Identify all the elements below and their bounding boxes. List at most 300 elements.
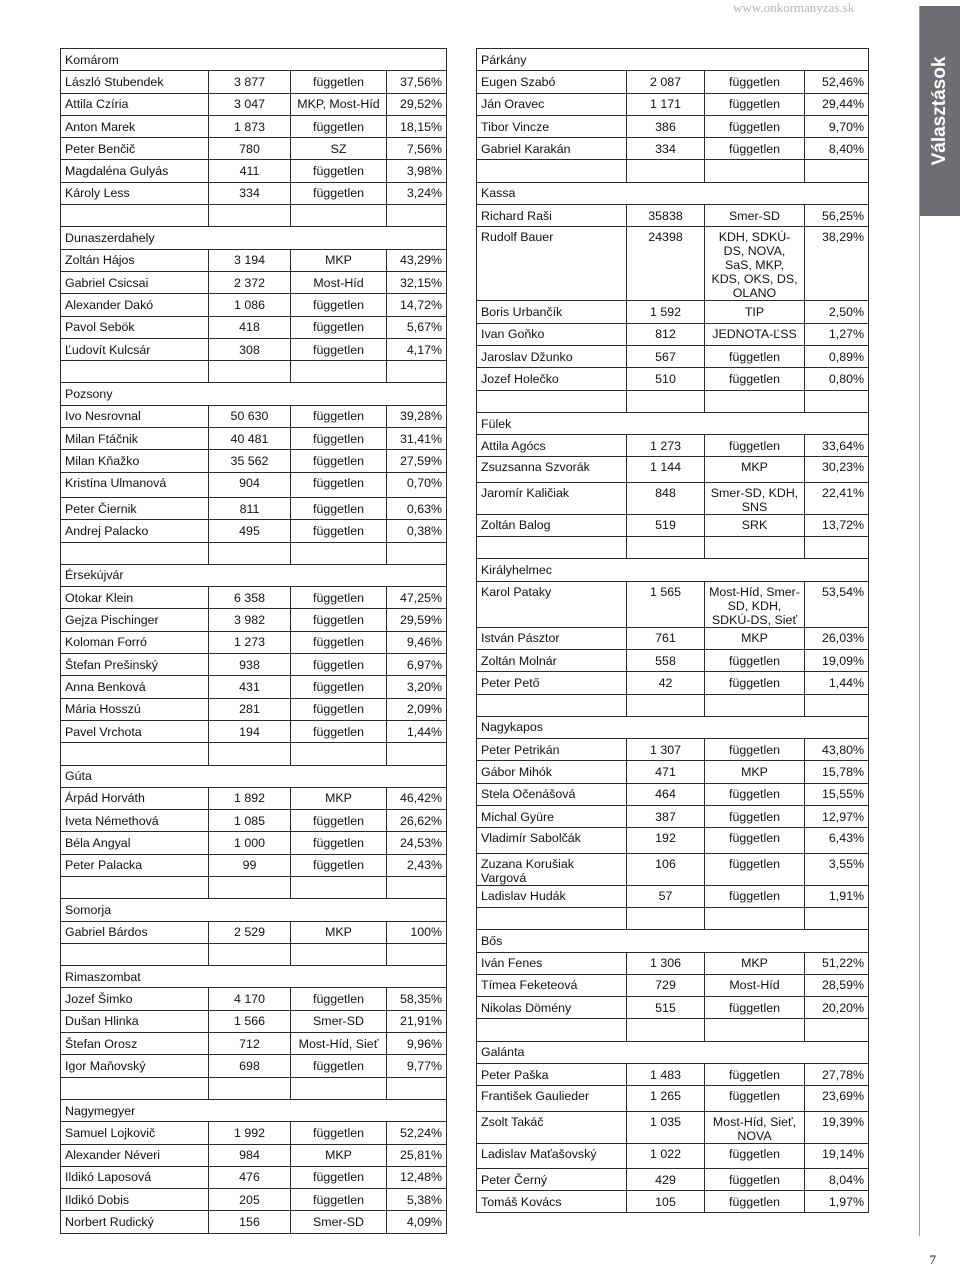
candidate-row	[477, 301, 869, 323]
candidate-name: Karol Pataky	[477, 581, 627, 627]
vote-count: 40 481	[209, 428, 291, 450]
vote-percent: 29,52%	[387, 93, 447, 115]
vote-count: 515	[627, 997, 705, 1019]
party: független	[705, 1191, 805, 1213]
vote-count: 431	[209, 676, 291, 698]
party: MKP	[291, 249, 387, 271]
candidate-row	[477, 482, 869, 514]
spacer-row	[477, 1019, 869, 1041]
vote-percent: 26,03%	[805, 627, 869, 649]
vote-percent: 19,39%	[805, 1111, 869, 1143]
party: független	[705, 783, 805, 805]
party: független	[705, 93, 805, 115]
empty-cell	[209, 205, 291, 227]
empty-cell	[291, 361, 387, 383]
candidate-name: Kristína Ulmanová	[61, 472, 209, 497]
spacer-row	[61, 876, 447, 898]
empty-cell	[705, 537, 805, 559]
vote-count: 3 877	[209, 71, 291, 93]
candidate-row	[61, 271, 447, 293]
candidate-row	[477, 368, 869, 390]
vote-count: 3 047	[209, 93, 291, 115]
spacer-row	[61, 943, 447, 965]
vote-count: 2 087	[627, 71, 705, 93]
vote-count: 476	[209, 1166, 291, 1188]
candidate-name: Boris Urbančík	[477, 301, 627, 323]
candidate-name: Iván Fenes	[477, 952, 627, 974]
results-table-left	[60, 48, 447, 1234]
candidate-row	[477, 1143, 869, 1168]
party: MKP	[291, 921, 387, 943]
candidate-name: Attila Agócs	[477, 435, 627, 457]
empty-cell	[805, 537, 869, 559]
spacer-row	[61, 542, 447, 564]
empty-cell	[387, 1077, 447, 1099]
candidate-row	[477, 672, 869, 694]
vote-count: 761	[627, 627, 705, 649]
candidate-name: Attila Czíria	[61, 93, 209, 115]
vote-count: 510	[627, 368, 705, 390]
party: független	[291, 405, 387, 427]
vote-count: 105	[627, 1191, 705, 1213]
vote-percent: 7,56%	[387, 138, 447, 160]
candidate-name: Ladislav Hudák	[477, 885, 627, 907]
candidate-row	[477, 627, 869, 649]
candidate-row	[61, 472, 447, 497]
candidate-row	[61, 93, 447, 115]
candidate-row	[61, 720, 447, 742]
empty-cell	[805, 694, 869, 716]
candidate-row	[477, 952, 869, 974]
candidate-name: Jozef Holečko	[477, 368, 627, 390]
empty-cell	[705, 1019, 805, 1041]
party: KDH, SDKÚ-DS, NOVA, SaS, MKP, KDS, OKS, DS, OLANO	[705, 227, 805, 301]
empty-cell	[387, 743, 447, 765]
vote-count: 156	[209, 1211, 291, 1233]
vote-percent: 52,46%	[805, 71, 869, 93]
candidate-row	[61, 497, 447, 519]
vote-count: 1 265	[627, 1086, 705, 1111]
town-header-row	[61, 765, 447, 787]
vote-count: 495	[209, 520, 291, 542]
spacer-row	[477, 907, 869, 929]
vote-count: 558	[627, 649, 705, 671]
party: független	[291, 832, 387, 854]
candidate-name: Milan Ftáčnik	[61, 428, 209, 450]
town-header-row	[61, 966, 447, 988]
party: független	[291, 587, 387, 609]
candidate-row	[477, 514, 869, 536]
candidate-row	[61, 115, 447, 137]
candidate-name: Peter Paška	[477, 1063, 627, 1085]
candidate-name: Magdaléna Gulyás	[61, 160, 209, 182]
candidate-row	[61, 787, 447, 809]
candidate-name: Otokar Klein	[61, 587, 209, 609]
vote-count: 2 529	[209, 921, 291, 943]
candidate-row	[61, 587, 447, 609]
empty-cell	[61, 361, 209, 383]
vote-count: 1 892	[209, 787, 291, 809]
town-name: Gúta	[61, 765, 447, 787]
party: MKP	[705, 457, 805, 482]
party: JEDNOTA-ĽSS	[705, 323, 805, 345]
candidate-name: Ľudovít Kulcsár	[61, 338, 209, 360]
vote-percent: 21,91%	[387, 1010, 447, 1032]
vote-percent: 39,28%	[387, 405, 447, 427]
party: független	[291, 294, 387, 316]
candidate-name: Igor Maňovský	[61, 1055, 209, 1077]
candidate-row	[477, 115, 869, 137]
vote-count: 4 170	[209, 988, 291, 1010]
candidate-name: Gabriel Bárdos	[61, 921, 209, 943]
party: MKP	[291, 787, 387, 809]
vote-percent: 0,70%	[387, 472, 447, 497]
candidate-row	[61, 1055, 447, 1077]
candidate-name: Béla Angyal	[61, 832, 209, 854]
vote-count: 812	[627, 323, 705, 345]
vote-count: 848	[627, 482, 705, 514]
candidate-name: Iveta Némethová	[61, 810, 209, 832]
candidate-row	[61, 854, 447, 876]
party: Smer-SD	[291, 1010, 387, 1032]
vote-count: 471	[627, 761, 705, 783]
party: TIP	[705, 301, 805, 323]
empty-cell	[291, 876, 387, 898]
empty-cell	[627, 160, 705, 182]
vote-count: 1 086	[209, 294, 291, 316]
empty-cell	[387, 943, 447, 965]
candidate-name: Anton Marek	[61, 115, 209, 137]
vote-percent: 18,15%	[387, 115, 447, 137]
vote-percent: 3,24%	[387, 182, 447, 204]
empty-cell	[209, 943, 291, 965]
vote-percent: 14,72%	[387, 294, 447, 316]
vote-percent: 25,81%	[387, 1144, 447, 1166]
empty-cell	[705, 390, 805, 412]
vote-count: 334	[627, 138, 705, 160]
candidate-row	[61, 160, 447, 182]
town-name: Érsekújvár	[61, 564, 447, 586]
vote-count: 938	[209, 654, 291, 676]
party: független	[705, 649, 805, 671]
candidate-name: Samuel Lojkovič	[61, 1122, 209, 1144]
candidate-row	[61, 294, 447, 316]
vote-count: 729	[627, 974, 705, 996]
vote-percent: 1,44%	[805, 672, 869, 694]
party: független	[705, 828, 805, 853]
vote-percent: 29,44%	[805, 93, 869, 115]
town-header-row	[61, 383, 447, 405]
vote-count: 811	[209, 497, 291, 519]
vote-percent: 15,78%	[805, 761, 869, 783]
vote-percent: 6,43%	[805, 828, 869, 853]
empty-cell	[209, 743, 291, 765]
spacer-row	[477, 537, 869, 559]
empty-cell	[61, 1077, 209, 1099]
candidate-row	[477, 138, 869, 160]
candidate-name: Peter Černý	[477, 1168, 627, 1190]
empty-cell	[477, 694, 627, 716]
town-header-row	[477, 1041, 869, 1063]
candidate-name: Zoltán Hájos	[61, 249, 209, 271]
candidate-name: Gábor Mihók	[477, 761, 627, 783]
empty-cell	[705, 907, 805, 929]
candidate-name: Andrej Palacko	[61, 520, 209, 542]
vote-count: 387	[627, 806, 705, 828]
party: Smer-SD	[705, 205, 805, 227]
vote-percent: 5,38%	[387, 1189, 447, 1211]
town-name: Párkány	[477, 49, 869, 71]
party: független	[705, 368, 805, 390]
candidate-name: Alexander Néveri	[61, 1144, 209, 1166]
party: MKP	[705, 952, 805, 974]
vote-count: 1 992	[209, 1122, 291, 1144]
party: független	[705, 435, 805, 457]
vote-count: 35838	[627, 205, 705, 227]
party: MKP	[705, 627, 805, 649]
town-header-row	[477, 49, 869, 71]
candidate-name: Ivan Goňko	[477, 323, 627, 345]
candidate-row	[477, 783, 869, 805]
vote-percent: 4,09%	[387, 1211, 447, 1233]
vote-percent: 22,41%	[805, 482, 869, 514]
party: független	[291, 160, 387, 182]
candidate-name: Rudolf Bauer	[477, 227, 627, 301]
party: független	[705, 1143, 805, 1168]
vote-percent: 31,41%	[387, 428, 447, 450]
candidate-row	[61, 1033, 447, 1055]
empty-cell	[477, 537, 627, 559]
empty-cell	[387, 361, 447, 383]
candidate-name: Tibor Vincze	[477, 115, 627, 137]
party: független	[291, 1189, 387, 1211]
town-header-row	[477, 412, 869, 434]
candidate-name: Mária Hosszú	[61, 698, 209, 720]
party: független	[705, 1168, 805, 1190]
party: független	[291, 1122, 387, 1144]
vote-count: 308	[209, 338, 291, 360]
party: független	[705, 806, 805, 828]
empty-cell	[209, 1077, 291, 1099]
candidate-row	[477, 739, 869, 761]
vote-percent: 32,15%	[387, 271, 447, 293]
vote-percent: 0,63%	[387, 497, 447, 519]
candidate-row	[477, 1168, 869, 1190]
vote-count: 1 566	[209, 1010, 291, 1032]
vote-percent: 26,62%	[387, 810, 447, 832]
candidate-name: Vladimír Sabolčák	[477, 828, 627, 853]
spacer-row	[477, 694, 869, 716]
party: független	[705, 997, 805, 1019]
candidate-name: Peter Petrikán	[477, 739, 627, 761]
party: független	[291, 338, 387, 360]
spacer-row	[477, 390, 869, 412]
candidate-name: Richard Raši	[477, 205, 627, 227]
candidate-name: Peter Palacka	[61, 854, 209, 876]
vote-percent: 51,22%	[805, 952, 869, 974]
town-name: Galánta	[477, 1041, 869, 1063]
candidate-row	[61, 338, 447, 360]
party: független	[291, 720, 387, 742]
candidate-name: Gejza Pischinger	[61, 609, 209, 631]
candidate-row	[477, 761, 869, 783]
candidate-row	[477, 435, 869, 457]
candidate-name: Zuzana Korušiak Vargová	[477, 853, 627, 885]
candidate-name: Štefan Orosz	[61, 1033, 209, 1055]
candidate-name: Peter Benčič	[61, 138, 209, 160]
candidate-row	[61, 405, 447, 427]
vote-percent: 100%	[387, 921, 447, 943]
candidate-name: Nikolas Dömény	[477, 997, 627, 1019]
vote-count: 418	[209, 316, 291, 338]
party: független	[291, 450, 387, 472]
vote-percent: 0,38%	[387, 520, 447, 542]
vote-percent: 43,80%	[805, 739, 869, 761]
candidate-row	[477, 997, 869, 1019]
empty-cell	[805, 1019, 869, 1041]
empty-cell	[805, 390, 869, 412]
vote-count: 464	[627, 783, 705, 805]
candidate-name: Stela Očenášová	[477, 783, 627, 805]
empty-cell	[477, 1019, 627, 1041]
town-name: Fülek	[477, 412, 869, 434]
town-name: Rimaszombat	[61, 966, 447, 988]
party: Smer-SD	[291, 1211, 387, 1233]
vote-percent: 47,25%	[387, 587, 447, 609]
vote-percent: 1,91%	[805, 885, 869, 907]
party: független	[705, 1086, 805, 1111]
candidate-name: Milan Kňažko	[61, 450, 209, 472]
candidate-row	[477, 853, 869, 885]
candidate-row	[61, 1010, 447, 1032]
vote-count: 1 592	[627, 301, 705, 323]
party: Most-Híd, Sieť	[291, 1033, 387, 1055]
spacer-row	[477, 160, 869, 182]
empty-cell	[291, 943, 387, 965]
candidate-name: Zsuzsanna Szvorák	[477, 457, 627, 482]
vote-count: 1 306	[627, 952, 705, 974]
vote-percent: 6,97%	[387, 654, 447, 676]
candidate-row	[61, 988, 447, 1010]
candidate-name: Anna Benková	[61, 676, 209, 698]
vote-percent: 2,50%	[805, 301, 869, 323]
town-name: Bős	[477, 930, 869, 952]
vote-percent: 9,70%	[805, 115, 869, 137]
candidate-row	[477, 885, 869, 907]
empty-cell	[209, 542, 291, 564]
vote-count: 3 194	[209, 249, 291, 271]
candidate-row	[477, 974, 869, 996]
vote-count: 519	[627, 514, 705, 536]
candidate-row	[61, 182, 447, 204]
candidate-row	[61, 1166, 447, 1188]
section-tab	[920, 6, 960, 216]
candidate-row	[477, 649, 869, 671]
vote-percent: 8,04%	[805, 1168, 869, 1190]
candidate-row	[477, 323, 869, 345]
candidate-name: Peter Čiernik	[61, 497, 209, 519]
vote-percent: 1,97%	[805, 1191, 869, 1213]
candidate-row	[477, 1191, 869, 1213]
party: független	[705, 739, 805, 761]
party: független	[705, 853, 805, 885]
vote-count: 904	[209, 472, 291, 497]
candidate-row	[477, 806, 869, 828]
candidate-row	[477, 1111, 869, 1143]
vote-count: 1 000	[209, 832, 291, 854]
empty-cell	[627, 694, 705, 716]
section-tab-label: Választások	[929, 56, 950, 166]
empty-cell	[61, 542, 209, 564]
empty-cell	[61, 876, 209, 898]
vote-percent: 53,54%	[805, 581, 869, 627]
candidate-row	[477, 1086, 869, 1111]
vote-percent: 27,59%	[387, 450, 447, 472]
candidate-name: Jaromír Kaličiak	[477, 482, 627, 514]
empty-cell	[387, 542, 447, 564]
vote-percent: 58,35%	[387, 988, 447, 1010]
party: független	[705, 115, 805, 137]
candidate-name: Zoltán Molnár	[477, 649, 627, 671]
candidate-name: István Pásztor	[477, 627, 627, 649]
town-header-row	[61, 49, 447, 71]
party: független	[705, 71, 805, 93]
candidate-row	[61, 1189, 447, 1211]
vote-count: 42	[627, 672, 705, 694]
candidate-row	[61, 810, 447, 832]
candidate-name: Zsolt Takáč	[477, 1111, 627, 1143]
candidate-row	[477, 457, 869, 482]
party: független	[291, 472, 387, 497]
candidate-name: Tímea Feketeová	[477, 974, 627, 996]
party: független	[291, 698, 387, 720]
party: független	[291, 609, 387, 631]
candidate-row	[61, 832, 447, 854]
vote-count: 1 022	[627, 1143, 705, 1168]
candidate-name: Eugen Szabó	[477, 71, 627, 93]
party: független	[705, 138, 805, 160]
empty-cell	[627, 537, 705, 559]
vote-count: 1 144	[627, 457, 705, 482]
vote-count: 281	[209, 698, 291, 720]
town-name: Pozsony	[61, 383, 447, 405]
vote-count: 411	[209, 160, 291, 182]
spacer-row	[61, 1077, 447, 1099]
vote-count: 1 171	[627, 93, 705, 115]
candidate-name: Peter Pető	[477, 672, 627, 694]
empty-cell	[291, 542, 387, 564]
vote-percent: 4,17%	[387, 338, 447, 360]
vote-count: 6 358	[209, 587, 291, 609]
party: független	[291, 1166, 387, 1188]
town-name: Nagymegyer	[61, 1099, 447, 1121]
vote-percent: 19,09%	[805, 649, 869, 671]
empty-cell	[705, 694, 805, 716]
vote-count: 1 483	[627, 1063, 705, 1085]
party: független	[705, 885, 805, 907]
candidate-name: Ján Oravec	[477, 93, 627, 115]
vote-percent: 0,80%	[805, 368, 869, 390]
candidate-row	[61, 631, 447, 653]
party: független	[705, 345, 805, 367]
empty-cell	[627, 390, 705, 412]
candidate-row	[477, 93, 869, 115]
vote-count: 106	[627, 853, 705, 885]
empty-cell	[291, 205, 387, 227]
candidate-row	[477, 581, 869, 627]
town-name: Komárom	[61, 49, 447, 71]
vote-percent: 29,59%	[387, 609, 447, 631]
